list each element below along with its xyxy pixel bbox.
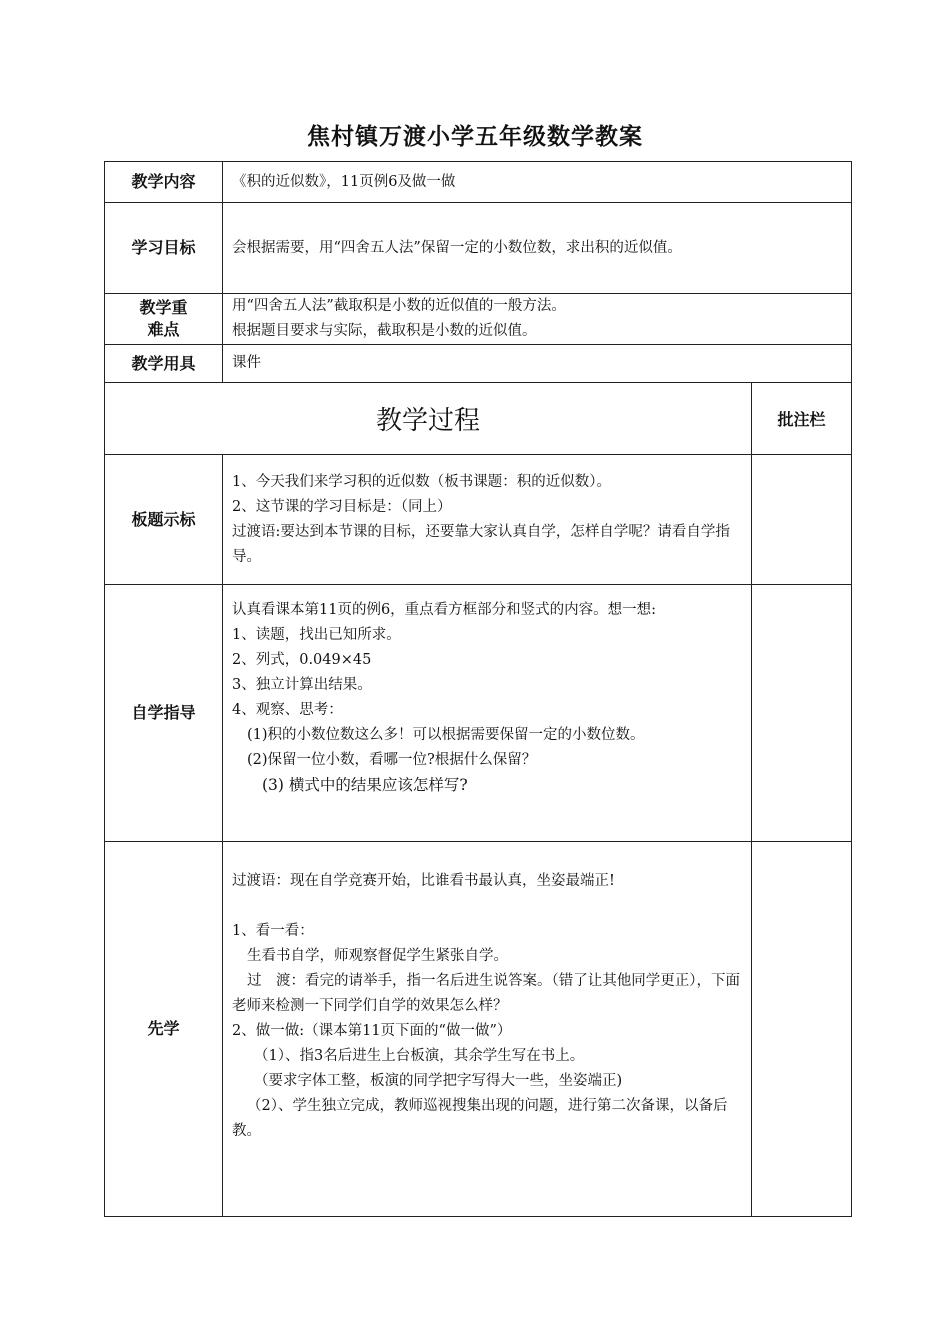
label-goal: 学习目标: [105, 203, 223, 294]
prestudy-line: 生看书自学，师观察督促学生紧张自学。: [247, 948, 508, 964]
blank-line: [232, 894, 742, 919]
label-key-line-2: 难点: [147, 320, 180, 339]
value-tools: 课件: [223, 345, 852, 383]
row-goal: [105, 203, 852, 294]
guide-line: (3) 横式中的结果应该怎样写?: [262, 776, 468, 794]
guide-line: (1)积的小数位数这么多！可以根据需要保留一定的小数位数。: [247, 727, 645, 743]
guide-line: 3、独立计算出结果。: [232, 677, 372, 693]
prestudy-line: 1、看一看：: [232, 923, 314, 939]
value-goal: 会根据需要，用“四舍五人法”保留一定的小数位数，求出积的近似值。: [223, 203, 852, 294]
prestudy-line: 过 渡：看完的请举手，指一名后进生说答案。（错了让其他同学更正），下面老师来检测一下同学们自学的效果怎么样？: [232, 973, 740, 1014]
row-process-heading: [105, 383, 852, 455]
lesson-plan-table: [104, 161, 852, 1217]
guide-line: 2、列式，0.049×45: [232, 652, 372, 668]
label-key-line-1: 教学重: [139, 298, 188, 317]
board-line: 2、这节课的学习目标是：（同上）: [232, 498, 452, 515]
prestudy-line: （2）、学生独立完成，教师巡视搜集出现的问题，进行第二次备课，以备后教。: [232, 1098, 728, 1139]
prestudy-line: 过渡语：现在自学竞赛开始，比谁看书最认真，坐姿最端正!: [232, 873, 615, 889]
guide-line: (2)保留一位小数，看哪一位?根据什么保留？: [247, 752, 537, 768]
key-line: 根据题目要求与实际，截取积是小数的近似值。: [232, 323, 537, 339]
prestudy-line: 2、做一做:（课本第11页下面的“做一做”）: [232, 1023, 512, 1039]
value-key-points: [223, 294, 852, 345]
row-key-points: [105, 294, 852, 345]
row-board: [105, 455, 852, 585]
prestudy-line: （要求字体工整，板演的同学把字写得大一些，坐姿端正): [254, 1073, 623, 1089]
board-line: 1、今天我们来学习积的近似数（板书课题：积的近似数）。: [232, 473, 611, 490]
label-prestudy: 先学: [105, 842, 223, 1217]
value-board: [223, 455, 752, 585]
row-prestudy: [105, 842, 852, 1217]
label-tools: 教学用具: [105, 345, 223, 383]
notes-board: [752, 455, 852, 585]
label-key-points: [105, 294, 223, 345]
key-line: 用“四舍五人法”截取积是小数的近似值的一般方法。: [232, 298, 566, 314]
label-board: 板题示标: [105, 455, 223, 585]
value-prestudy: [223, 842, 752, 1217]
board-line: 过渡语:要达到本节课的目标，还要靠大家认真自学，怎样自学呢？请看自学指导。: [232, 523, 730, 565]
notes-prestudy: [752, 842, 852, 1217]
value-guide: [223, 585, 752, 842]
row-content: [105, 162, 852, 203]
label-content: 教学内容: [105, 162, 223, 203]
guide-line: 1、读题，找出已知所求。: [232, 627, 401, 643]
value-content: 《积的近似数》，11页例6及做一做: [223, 162, 852, 203]
notes-guide: [752, 585, 852, 842]
process-heading: 教学过程: [105, 383, 752, 455]
prestudy-line: （1）、指3名后进生上台板演，其余学生写在书上。: [254, 1048, 585, 1064]
page-title: 焦村镇万渡小学五年级数学教案: [307, 124, 643, 150]
guide-line: 4、观察、思考：: [232, 702, 343, 718]
guide-line: 认真看课本第11页的例6，重点看方框部分和竖式的内容。想一想:: [232, 602, 657, 618]
notes-column-label: 批注栏: [752, 383, 852, 455]
label-guide: 自学指导: [105, 585, 223, 842]
row-guide: [105, 585, 852, 842]
row-tools: [105, 345, 852, 383]
